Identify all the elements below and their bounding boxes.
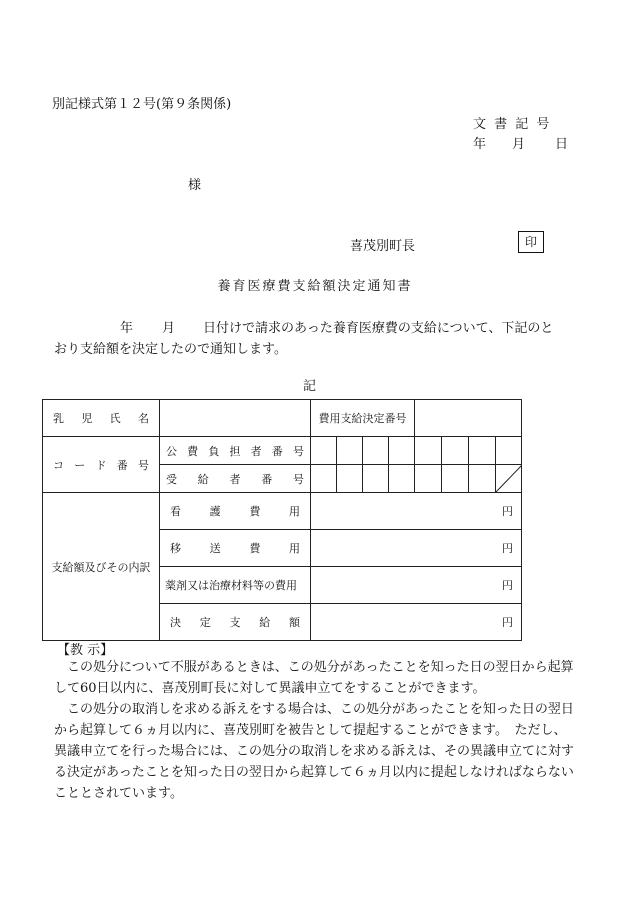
recipient-digit	[415, 465, 442, 493]
date-month: 月	[512, 137, 526, 152]
transport-cost-amount: 円	[311, 530, 522, 567]
decision-number-label: 費用支給決定番号	[311, 400, 415, 437]
decision-number-value	[415, 400, 522, 437]
ki-label: 記	[303, 379, 317, 394]
code-number-label: コ ー ド 番 号	[43, 437, 160, 493]
nursing-cost-label: 看 護 費 用	[160, 493, 311, 530]
date-year: 年	[473, 137, 487, 152]
notice-body	[54, 657, 574, 804]
payer-digit	[442, 437, 469, 465]
notice-paragraph-1: この処分について不服があるときは、この処分があったことを知った日の翌日から起算して60日以内に、喜茂別町長に対して異議申立てをすることができます。	[54, 660, 574, 696]
recipient-digit	[442, 465, 469, 493]
recipient-digit	[311, 465, 337, 493]
payment-table	[42, 399, 522, 641]
addressee-honorific: 様	[188, 178, 202, 193]
intro-line1: 日付けで請求のあった養育医療費の支給について、下記のと	[203, 321, 554, 336]
document-number-label: 文 書 記 号	[473, 117, 552, 132]
payer-digit	[389, 437, 415, 465]
recipient-digit	[469, 465, 496, 493]
recipient-digit-slashed	[496, 465, 522, 493]
payer-digit	[311, 437, 337, 465]
transport-cost-label: 移 送 費 用	[160, 530, 311, 567]
intro-year: 年	[120, 321, 134, 336]
recipient-number-label: 受 給 者 番 号	[160, 465, 311, 493]
infant-name-value	[160, 400, 311, 437]
diagonal-slash	[496, 465, 522, 492]
intro-month: 月	[162, 321, 176, 336]
breakdown-label: 支給額及びその内訳	[43, 493, 160, 641]
document-title: 養育医療費支給額決定通知書	[217, 279, 413, 294]
recipient-digit	[389, 465, 415, 493]
payer-digit	[337, 437, 363, 465]
notice-paragraph-2: この処分の取消しを求める訴えをする場合は、この処分があったことを知った日の翌日から起算して６ヵ月以内に、喜茂別町を被告として提起することができます。 ただし、異議申立てを行った場合には、この処分の取消しを求める訴えは、その異議申立てに対する決定があったことを知った日の翌日から起算して６ヵ月以内に提起しなければならないこととされています。	[54, 702, 575, 801]
decided-amount: 円	[311, 604, 522, 641]
medicine-cost-label: 薬剤又は治療材料等の費用	[160, 567, 311, 604]
recipient-digit	[337, 465, 363, 493]
seal-mark: 印	[518, 231, 544, 253]
intro-line2: おり支給額を決定したので通知します。	[54, 342, 287, 357]
decided-amount-label: 決 定 支 給 額	[160, 604, 311, 641]
payer-number-label: 公 費 負 担 者 番 号	[160, 437, 311, 465]
payer-digit	[496, 437, 522, 465]
payer-digit	[363, 437, 389, 465]
payer-digit	[415, 437, 442, 465]
date-day: 日	[555, 137, 569, 152]
issuer-name: 喜茂別町長	[350, 239, 416, 254]
medicine-cost-amount: 円	[311, 567, 522, 604]
nursing-cost-amount: 円	[311, 493, 522, 530]
recipient-digit	[363, 465, 389, 493]
form-number: 別記様式第１２号(第９条関係)	[52, 97, 232, 112]
infant-name-label: 乳 児 氏 名	[43, 400, 160, 437]
notice-heading: 【教 示】	[57, 643, 114, 658]
payer-digit	[469, 437, 496, 465]
